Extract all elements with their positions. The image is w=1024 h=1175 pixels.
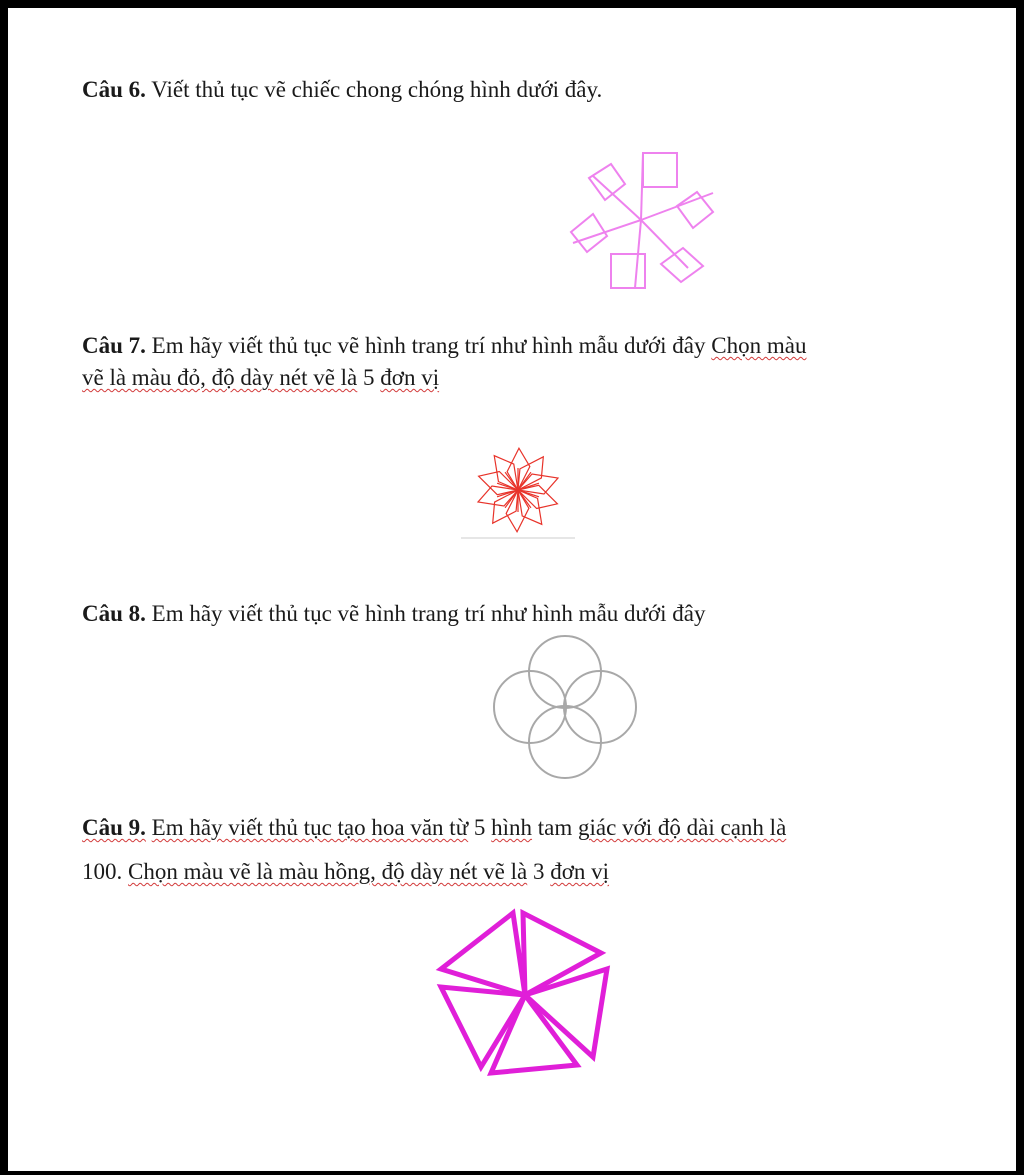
question-8-label: Câu 8. xyxy=(82,601,146,626)
question-8-text: Em hãy viết thủ tục vẽ hình trang trí như hình mẫu dưới đây xyxy=(151,601,706,626)
document-page xyxy=(8,8,1016,1171)
question-7-text-b: Chọn màu xyxy=(711,333,807,358)
question-8 xyxy=(82,598,962,630)
question-9-text-c: hình xyxy=(491,815,533,840)
question-6-label: Câu 6. xyxy=(82,77,146,102)
four-circles-figure xyxy=(488,633,638,783)
question-9-text-e: giác với độ dài cạnh là xyxy=(578,815,787,840)
pinwheel-squares-figure xyxy=(563,148,723,293)
red-rosette-figure xyxy=(458,438,578,548)
question-9-label: Câu 9. xyxy=(82,815,146,840)
question-9-text-i: đơn vị xyxy=(550,859,610,884)
question-7 xyxy=(82,330,962,394)
question-9-text-g: Chọn màu vẽ là màu hồng, độ dày nét vẽ là xyxy=(128,859,528,884)
question-9-text-f: 100. xyxy=(82,859,123,884)
question-7-text-c: vẽ là màu đỏ, độ dày nét vẽ là xyxy=(82,365,358,390)
question-6 xyxy=(82,74,962,106)
question-9-text-b: 5 xyxy=(473,815,486,840)
question-7-text-d: 5 xyxy=(363,365,375,390)
question-9-text-a: Em hãy viết thủ tục tạo hoa văn từ xyxy=(151,815,469,840)
question-6-text: Viết thủ tục vẽ chiếc chong chóng hình dưới đây. xyxy=(151,77,603,102)
question-7-label: Câu 7. xyxy=(82,333,146,358)
question-7-text-e: đơn vị xyxy=(380,365,440,390)
question-9-text-d: tam xyxy=(537,815,573,840)
question-9 xyxy=(82,806,962,894)
question-7-text-a: Em hãy viết thủ tục vẽ hình trang trí như hình mẫu dưới đây xyxy=(151,333,706,358)
question-9-text-h: 3 xyxy=(532,859,545,884)
magenta-triangle-flower-figure xyxy=(433,903,633,1083)
